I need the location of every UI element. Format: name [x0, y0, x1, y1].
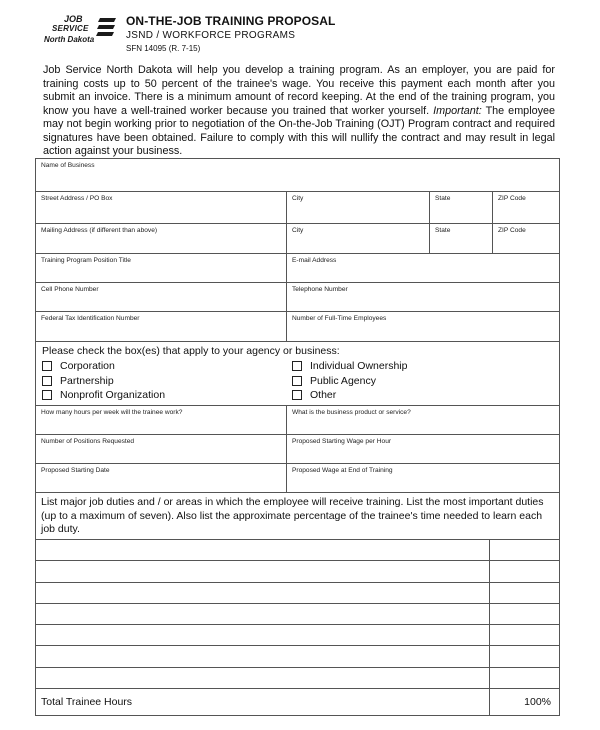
corporation-checkbox[interactable]	[42, 360, 115, 372]
duty-description-cell[interactable]	[36, 625, 489, 645]
total-row	[36, 688, 559, 715]
telephone-field[interactable]: Telephone Number	[286, 283, 559, 311]
form-number: SFN 14095 (R. 7-15)	[126, 44, 201, 53]
checkbox-label: Public Agency	[310, 375, 376, 387]
job-service-logo	[42, 14, 118, 48]
duty-description-cell[interactable]	[36, 668, 489, 688]
logo-line-3: North Dakota	[44, 35, 95, 44]
duty-percent-cell[interactable]	[489, 561, 559, 581]
mailing-city-field[interactable]: City	[286, 224, 429, 253]
duties-instructions: List major job duties and / or areas in which the employee will receive training. List the most important duties (up to a maximum of seven). Also list the approximate percentage of the trainee's time needed to learn each job duty.	[41, 496, 544, 535]
name-of-business-field[interactable]: Name of Business	[41, 162, 95, 169]
cell-phone-field[interactable]: Cell Phone Number	[41, 286, 99, 293]
public-agency-checkbox[interactable]	[292, 375, 376, 387]
duty-description-cell[interactable]	[36, 604, 489, 624]
duty-row[interactable]	[36, 603, 559, 624]
starting-date-field[interactable]: Proposed Starting Date	[41, 467, 110, 474]
checkbox-label: Corporation	[60, 360, 115, 372]
individual-ownership-checkbox[interactable]	[292, 360, 407, 372]
nonprofit-checkbox[interactable]	[42, 389, 165, 401]
checkbox-icon	[292, 376, 302, 386]
duty-description-cell[interactable]	[36, 561, 489, 581]
street-address-field[interactable]: Street Address / PO Box	[41, 195, 113, 202]
important-label: Important:	[433, 104, 482, 117]
state-field[interactable]: State	[429, 192, 492, 223]
duty-percent-cell[interactable]	[489, 604, 559, 624]
checkbox-icon	[42, 376, 52, 386]
checkbox-icon	[292, 390, 302, 400]
starting-wage-field[interactable]: Proposed Starting Wage per Hour	[286, 435, 559, 463]
duty-description-cell[interactable]	[36, 540, 489, 560]
full-time-employees-field[interactable]: Number of Full-Time Employees	[286, 312, 559, 341]
duty-percent-cell[interactable]	[489, 668, 559, 688]
partnership-checkbox[interactable]	[42, 375, 114, 387]
duty-percent-cell[interactable]	[489, 625, 559, 645]
form-header	[126, 14, 335, 53]
federal-tax-id-field[interactable]: Federal Tax Identification Number	[41, 315, 140, 322]
duty-row[interactable]	[36, 667, 559, 688]
checkbox-icon	[42, 361, 52, 371]
other-checkbox[interactable]	[292, 389, 336, 401]
form-title: ON-THE-JOB TRAINING PROPOSAL	[126, 14, 336, 28]
logo-stripes-icon	[96, 16, 118, 46]
position-title-field[interactable]: Training Program Position Title	[41, 257, 131, 264]
checkbox-label: Individual Ownership	[310, 360, 408, 372]
logo-line-2: SERVICE	[52, 24, 89, 33]
total-trainee-hours-label: Total Trainee Hours	[41, 696, 133, 709]
hours-per-week-field[interactable]: How many hours per week will the trainee work?	[41, 409, 183, 416]
duty-percent-cell[interactable]	[489, 540, 559, 560]
duty-row[interactable]	[36, 645, 559, 666]
intro-paragraph	[43, 64, 555, 159]
important-text: The employee may not begin working prior to negotiation of the On-the-Job Training (OJT) Program contract and required signatures have been obtained. Failure to comply with this will nullify the contract and may result in legal action against your business.	[43, 104, 556, 157]
checkbox-icon	[42, 390, 52, 400]
checkbox-icon	[292, 361, 302, 371]
checkbox-label: Partnership	[60, 375, 114, 387]
total-percent: 100%	[489, 689, 559, 715]
intro-main-text: Job Service North Dakota will help you develop a training program. As an employer, you are paid for training costs up to 50 percent of the trainee's wage. You receive this payment each month after you submit an invoice. There is a minimum amount of record keeping. At the end of the training program, you know you have a well-trained worker because you trained that worker yourself.	[43, 64, 555, 117]
mailing-address-field[interactable]: Mailing Address (if different than above)	[41, 227, 158, 234]
city-field[interactable]: City	[286, 192, 429, 223]
duty-description-cell[interactable]	[36, 646, 489, 666]
duty-description-cell[interactable]	[36, 583, 489, 603]
duty-row[interactable]	[36, 582, 559, 603]
email-field[interactable]: E-mail Address	[286, 254, 559, 282]
duty-percent-cell[interactable]	[489, 646, 559, 666]
duty-percent-cell[interactable]	[489, 583, 559, 603]
mailing-state-field[interactable]: State	[429, 224, 492, 253]
positions-requested-field[interactable]: Number of Positions Requested	[41, 438, 135, 445]
business-product-field[interactable]: What is the business product or service?	[286, 406, 559, 434]
mailing-zip-field[interactable]: ZIP Code	[492, 224, 559, 253]
wage-end-field[interactable]: Proposed Wage at End of Training	[286, 464, 559, 492]
checkbox-label: Nonprofit Organization	[60, 389, 166, 401]
duty-row[interactable]	[36, 560, 559, 581]
logo-line-1: JOB	[64, 14, 83, 24]
checkbox-label: Other	[310, 389, 337, 401]
proposal-form-table	[35, 158, 560, 716]
zip-field[interactable]: ZIP Code	[492, 192, 559, 223]
duty-row[interactable]	[36, 624, 559, 645]
business-type-title: Please check the box(es) that apply to your agency or business:	[42, 345, 340, 357]
duty-row[interactable]	[36, 539, 559, 560]
form-subtitle: JSND / WORKFORCE PROGRAMS	[126, 30, 296, 41]
business-type-section	[36, 342, 559, 405]
